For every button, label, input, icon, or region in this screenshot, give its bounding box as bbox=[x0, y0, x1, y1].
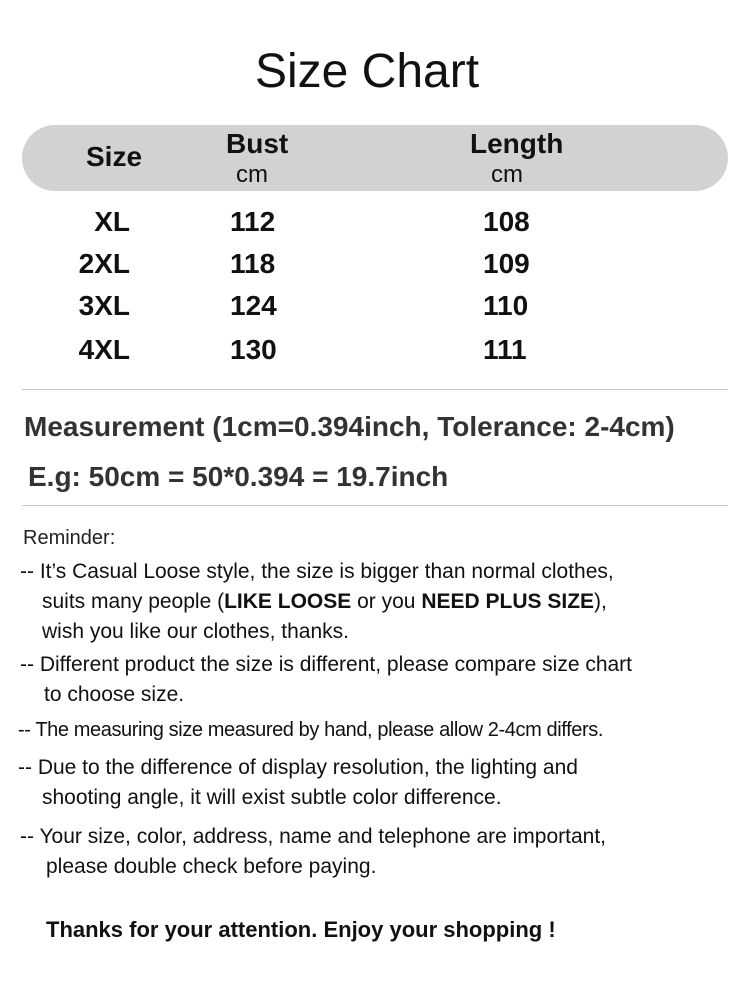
reminder-note bbox=[20, 557, 614, 647]
cell-length: 110 bbox=[483, 290, 529, 321]
cell-bust: 130 bbox=[230, 334, 277, 365]
cell-size: 2XL bbox=[78, 248, 130, 279]
header-length: Length bbox=[470, 128, 564, 159]
reminder-note bbox=[18, 753, 578, 813]
cell-size: 4XL bbox=[78, 334, 130, 365]
reminder-note bbox=[20, 650, 632, 710]
measurement-note: Measurement (1cm=0.394inch, Tolerance: 2-4cm) bbox=[24, 411, 675, 442]
cell-bust: 124 bbox=[230, 290, 277, 321]
closing-message: Thanks for your attention. Enjoy your shopping ! bbox=[46, 917, 556, 942]
note-line: -- Different product the size is different, please compare size chart bbox=[20, 653, 633, 676]
note-line: to choose size. bbox=[44, 683, 185, 706]
cell-bust: 112 bbox=[230, 206, 276, 237]
note-line: -- It’s Casual Loose style, the size is bigger than normal clothes, bbox=[20, 560, 614, 583]
note-emphasis: NEED PLUS SIZE bbox=[421, 590, 595, 613]
cell-length: 108 bbox=[483, 206, 530, 237]
cell-size: XL bbox=[94, 206, 130, 237]
note-line: -- Your size, color, address, name and telephone are important, bbox=[20, 825, 607, 848]
header-bust-unit: cm bbox=[236, 161, 268, 188]
conversion-example: E.g: 50cm = 50*0.394 = 19.7inch bbox=[28, 461, 449, 492]
cell-length: 111 bbox=[483, 334, 527, 365]
header-size: Size bbox=[86, 141, 143, 172]
cell-size: 3XL bbox=[78, 290, 130, 321]
reminder-title: Reminder: bbox=[23, 527, 116, 549]
note-emphasis: LIKE LOOSE bbox=[224, 590, 352, 613]
note-line: wish you like our clothes, thanks. bbox=[42, 620, 349, 643]
cell-length: 109 bbox=[483, 248, 530, 279]
reminder-note: -- The measuring size measured by hand, please allow 2-4cm differs. bbox=[18, 719, 603, 741]
divider bbox=[22, 505, 728, 506]
note-line: please double check before paying. bbox=[46, 855, 377, 878]
divider bbox=[22, 389, 728, 390]
cell-bust: 118 bbox=[230, 248, 276, 279]
note-line: shooting angle, it will exist subtle color difference. bbox=[42, 786, 502, 809]
header-bust: Bust bbox=[226, 128, 289, 159]
page-title: Size Chart bbox=[254, 45, 480, 98]
reminder-note bbox=[20, 822, 606, 882]
note-line: suits many people (LIKE LOOSE or you NEED PLUS SIZE), bbox=[42, 590, 607, 613]
note-line: -- Due to the difference of display resolution, the lighting and bbox=[18, 756, 578, 779]
header-length-unit: cm bbox=[491, 161, 523, 188]
